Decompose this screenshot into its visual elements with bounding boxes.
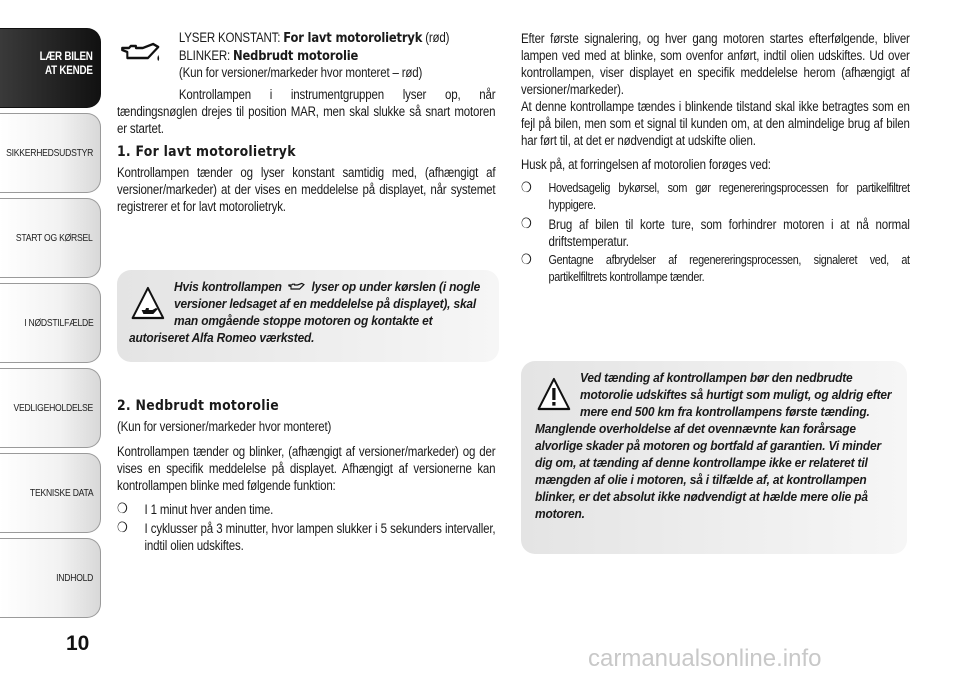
tab-label: SIKKERHEDSUDSTYR [6,147,93,159]
section-tabs [0,28,103,623]
lamp-blink-meaning: Nedbrudt motorolie [233,48,359,64]
tab-tekniske-data[interactable] [0,453,101,533]
section-paragraph: Kontrollampen tænder og blinker, (afhængigt af versioner/markeder) og der vises en specifik meddelelse på displayet. Afhængigt af versionerne kan kontrollampen blinke med følgende funktion: [117,444,496,493]
warning-box [117,270,499,362]
list-item: ❍ I 1 minut hver anden time. [117,501,495,518]
tab-sikkerhedsudstyr[interactable] [0,113,101,193]
paragraph: Efter første signalering, og hver gang motoren startes efterfølgende, bliver lampen ved med at blinke, som ovenfor anført, indtil olien udskiftes. Ud over kontrollampen, viser displayet en specifik meddelelse herom (afhængigt af versioner/markeder). [521,31,910,97]
warning-box [521,361,907,554]
list-item: ❍ Gentagne afbrydelser af regenereringsprocessen, signaleret ved, at partikelfiltrets kontrollampe tænder. [521,252,910,286]
lamp-steady-meaning: For lavt motorolietryk [283,31,423,46]
warning-triangle-icon [537,377,571,411]
page-number: 10 [66,632,90,655]
oil-can-icon [285,281,308,293]
warning-text: Ved tænding af kontrollampen bør den nedbrudte motorolie udskiftes så hurtigt som muligt, og aldrig efter mere end 500 km fra kontrollampens første tænding. Manglende overholdelse af det ovennævnte kan forårsage alvorlige skader på motoren og bortfald af garantien. Vi minder dig om, at tænding af denne kontrollampe ikke er relateret til mængden af olie i motoren, så i tilfælde af, at kontrollampen blinker, er det absolut ikke nødvendigt at hælde mere olie på motoren. [535,370,892,521]
tab-label: INDHOLD [55,572,93,584]
list-item: ❍ Brug af bilen til korte ture, som forhindrer motoren i at nå normal driftstemperatur. [521,216,910,250]
intro-paragraph: Kontrollampen i instrumentgruppen lyser op, når tændingsnøglen drejes til position MAR, men skal slukke så snart motoren er startet. [117,86,496,136]
list-item: ❍ I cyklusser på 3 minutter, hvor lampen slukker i 5 sekunders intervaller, indtil olien udskiftes. [117,520,495,554]
tab-label: LÆR BILEN AT KENDE [39,49,93,77]
tab-start-og-korsel[interactable] [0,198,101,278]
warning-text-end: lyser op under kørslen (i nogle versioner ledsaget af en meddelelse på displayet), skal man omgående stoppe motoren og kontakte et autoriseret Alfa Romeo værksted. [129,279,481,345]
tab-label: I NØDSTILFÆLDE [23,317,93,329]
tab-i-nodstilfaelde[interactable] [0,283,101,363]
right-column [521,30,910,292]
oil-can-icon [119,38,162,68]
tab-label: TEKNISKE DATA [29,487,93,499]
tab-laer-bilen[interactable] [0,28,101,108]
watermark: carmanualsonline.info [588,645,822,672]
left-column [117,30,495,222]
warning-text-start: Hvis kontrollampen [174,279,285,294]
bullet-list [521,180,910,286]
section-paragraph: Kontrollampen tænder og lyser konstant samtidig med, (afhængigt af versioner/markeder) at der vises en meddelelse på displayet, når systemet registrerer et for lavt motorolietryk. [117,164,496,214]
section-heading: 1. For lavt motorolietryk [117,143,296,160]
tab-label: VEDLIGEHOLDELSE [13,402,93,414]
paragraph: At denne kontrollampe tændes i blinkende tilstand skal ikke betragtes som en fejl på bilen, men som et signal til kunden om, at den almindelige brug af bilen har ført til, at det er nødvendigt at udskifte olien. [521,99,910,148]
bullet-list [117,501,495,554]
lamp-description: LYSER KONSTANT: For lavt motorolietryk (rød) BLINKER: Nedbrudt motorolie (Kun for versioner/markeder hvor monteret – rød) [117,30,495,82]
left-column-lower [117,398,495,560]
paragraph: Husk på, at forringelsen af motorolien forøges ved: [521,157,771,172]
section-subtitle: (Kun for versioner/markeder hvor monteret) [117,419,332,434]
warning-triangle-icon [131,286,165,320]
tab-label: START OG KØRSEL [16,232,93,244]
section-heading: 2. Nedbrudt motorolie [117,398,279,414]
list-item: ❍ Hovedsagelig bykørsel, som gør regenereringsprocessen for partikelfiltret hyppigere. [521,180,910,214]
tab-vedligeholdelse[interactable] [0,368,101,448]
tab-indhold[interactable] [0,538,101,618]
